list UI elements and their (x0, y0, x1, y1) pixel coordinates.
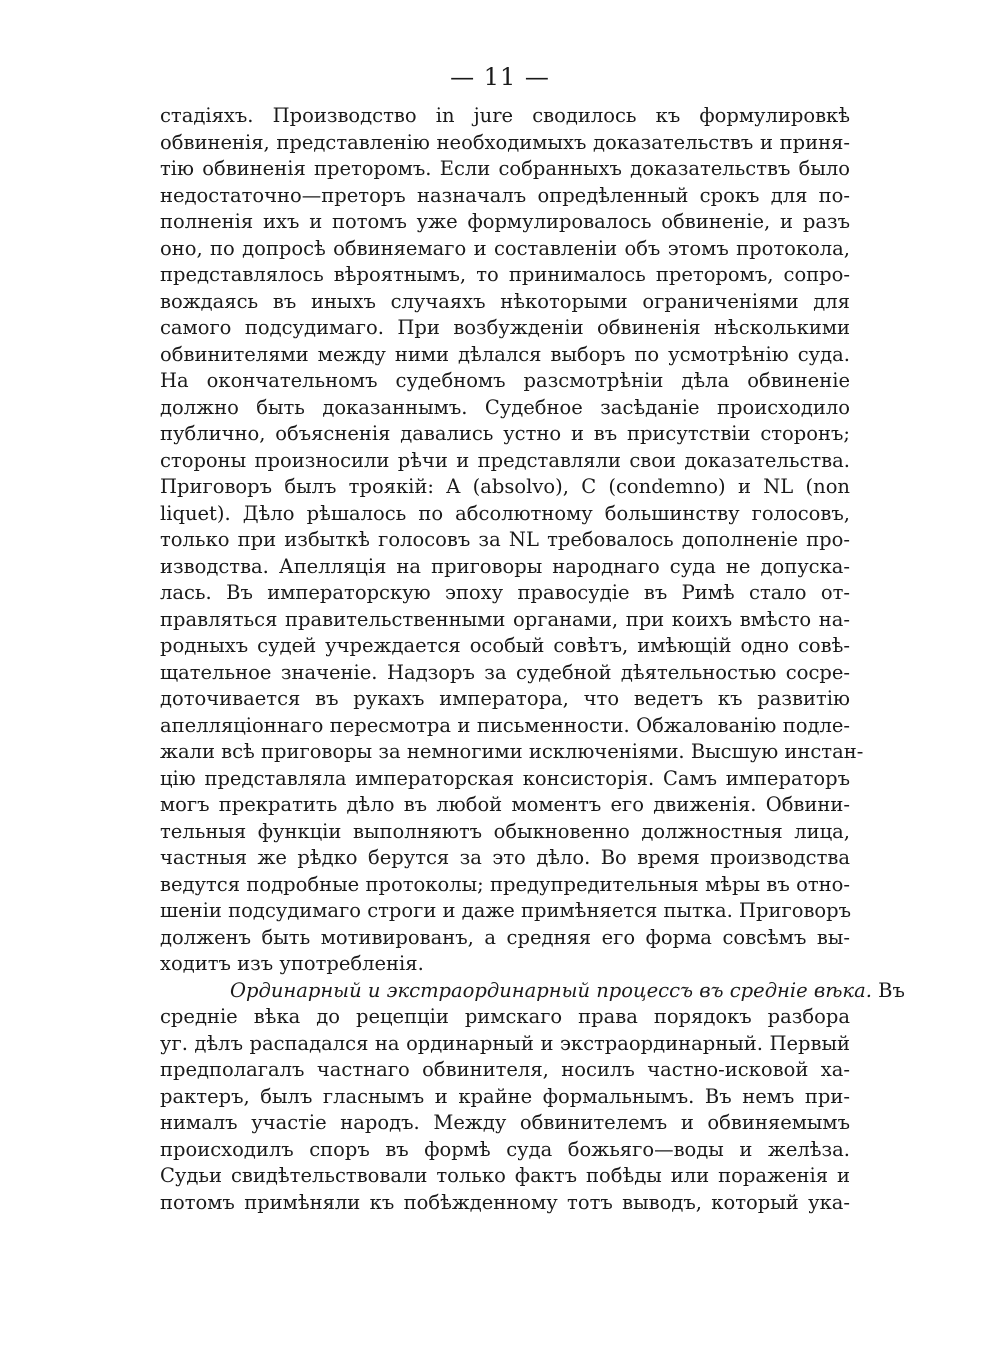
text-line: частныя же рѣдко берутся за это дѣло. Во время производства (160, 846, 850, 869)
text-line: ходитъ изъ употребленія. (160, 952, 424, 975)
text-line: полненія ихъ и потомъ уже формулировалось обвиненіе, и разъ (160, 210, 850, 233)
text-line: апелляціоннаго пересмотра и письменности. Обжалованію подле- (160, 713, 850, 737)
text-line: происходилъ споръ въ формѣ суда божьяго—воды и желѣза. (160, 1137, 850, 1161)
text-line: могъ прекратить дѣло въ любой моментъ его движенія. Обвини- (160, 793, 850, 816)
text-line: вождаясь въ иныхъ случаяхъ нѣкоторыми ограниченіями для (160, 289, 850, 313)
text-line: На окончательномъ судебномъ разсмотрѣніи дѣла обвиненіе (160, 369, 850, 392)
text-line: изводства. Апелляція на приговоры народнаго суда не допуска- (160, 554, 850, 578)
section-heading: Ординарный и экстраординарный процессъ въ средніе вѣка. (230, 978, 872, 1002)
text-line: Приговоръ былъ троякій: A (absolvo), C (condemno) и NL (non (160, 475, 850, 498)
text-line: обвинителями между ними дѣлался выборъ по усмотрѣнію суда. (160, 342, 850, 366)
text-line: недостаточно—преторъ назначалъ опредѣленный срокъ для по- (160, 183, 850, 207)
text-line: жали всѣ приговоры за немногими исключеніями. Высшую инстан- (160, 740, 864, 763)
text-line: ведутся подробные протоколы; предупредительныя мѣры въ отно- (160, 872, 850, 896)
text-line: щательное значеніе. Надзоръ за судебной дѣятельностью сосре- (160, 660, 850, 684)
text-line: самого подсудимаго. При возбужденіи обвиненія нѣсколькими (160, 316, 850, 339)
text-line: предполагалъ частнаго обвинителя, носилъ частно-исковой ха- (160, 1058, 850, 1081)
text-line: представлялось вѣроятнымъ, то принималось преторомъ, сопро- (160, 263, 850, 286)
text-line: цію представляла императорская консисторія. Самъ императоръ (160, 766, 850, 790)
text-line: доточивается въ рукахъ императора, что ведетъ къ развитію (160, 687, 850, 710)
text-line: Судьи свидѣтельствовали только фактъ побѣды или пораженія и (160, 1164, 850, 1187)
text-line: стороны произносили рѣчи и представляли свои доказательства. (160, 448, 850, 472)
text-line: лась. Въ императорскую эпоху правосудіе въ Римѣ стало от- (160, 581, 850, 604)
text-line: должно быть доказаннымъ. Судебное засѣданіе происходило (160, 395, 850, 419)
text-line: правляться правительственными органами, при коихъ вмѣсто на- (160, 607, 850, 631)
text-line: нималъ участіе народъ. Между обвинителемъ и обвиняемымъ (160, 1111, 850, 1134)
text-line: потомъ примѣняли къ побѣжденному тотъ выводъ, который ука- (160, 1190, 850, 1214)
text-line: публично, объясненія давались устно и въ присутствіи сторонъ; (160, 422, 850, 445)
text-line: рактеръ, былъ гласнымъ и крайне формальнымъ. Въ немъ при- (160, 1084, 850, 1108)
text-line: обвиненія, представленію необходимыхъ доказательствъ и приня- (160, 130, 850, 154)
text-line: liquet). Дѣло рѣшалось по абсолютному большинству голосовъ, (160, 501, 850, 525)
text-line: стадіяхъ. Производство in jure сводилось къ формулировкѣ (160, 104, 850, 127)
section-heading-tail: Въ (878, 978, 905, 1002)
section-heading-line (160, 978, 905, 1005)
text-line: оно, по допросѣ обвиняемаго и составленіи объ этомъ протокола, (160, 236, 850, 260)
text-line: уг. дѣлъ распадался на ординарный и экстраординарный. Первый (160, 1031, 850, 1055)
body-text (160, 103, 905, 1216)
text-line: только при избыткѣ голосовъ за NL требовалось дополненіе про- (160, 528, 850, 551)
text-line: родныхъ судей учреждается особый совѣтъ, имѣющій одно совѣ- (160, 634, 850, 657)
text-line: тельныя функціи выполняютъ обыкновенно должностныя лица, (160, 819, 850, 843)
text-line: тію обвиненія преторомъ. Если собранныхъ доказательствъ было (160, 157, 850, 180)
page-number: — 11 — (450, 63, 550, 91)
text-line: средніе вѣка до рецепціи римскаго права порядокъ разбора (160, 1005, 850, 1028)
text-line: долженъ быть мотивированъ, а средняя его форма совсѣмъ вы- (160, 925, 850, 949)
text-line: шеніи подсудимаго строги и даже примѣняется пытка. Приговоръ (160, 899, 852, 922)
